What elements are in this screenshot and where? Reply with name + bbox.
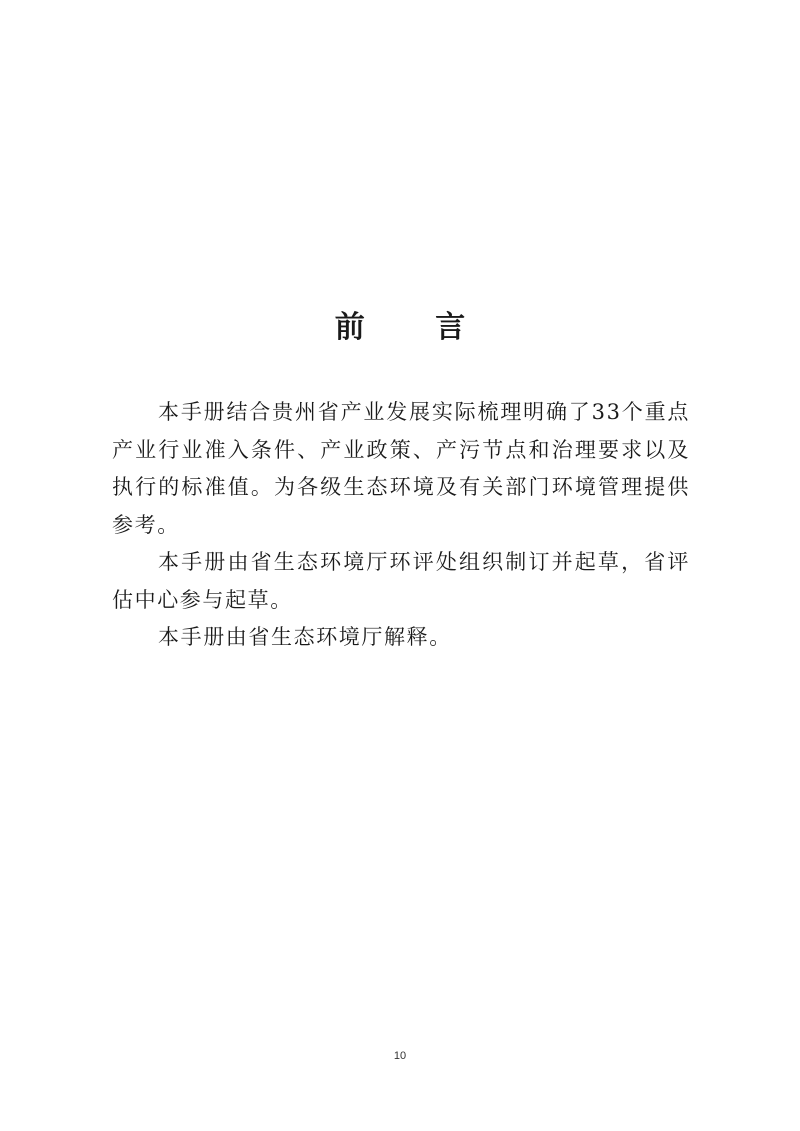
preface-paragraph-3: 本手册由省生态环境厅解释。 [158,625,452,649]
preface-body [112,394,690,657]
page-title: 前 言 [334,310,496,345]
preface-paragraph-2: 本手册由省生态环境厅环评处组织制订并起草，省评估中心参与起草。 [112,550,690,612]
page-number: 10 [393,1050,407,1062]
preface-paragraph-1: 本手册结合贵州省产业发展实际梳理明确了33个重点产业行业准入条件、产业政策、产污节点和治理要求以及执行的标准值。为各级生态环境及有关部门环境管理提供参考。 [112,400,690,537]
